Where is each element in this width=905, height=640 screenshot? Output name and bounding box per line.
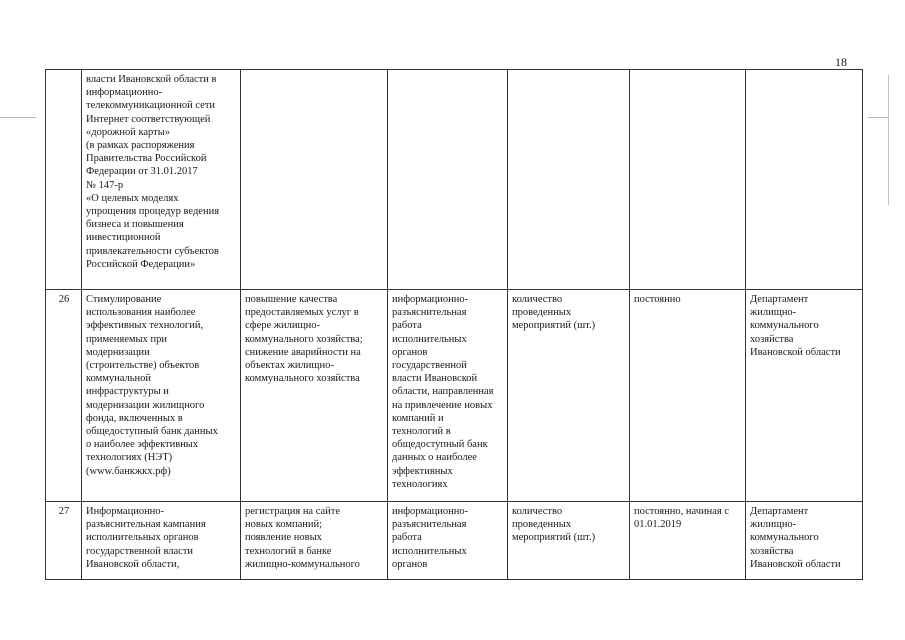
action-text-line: общедоступный банк bbox=[392, 439, 488, 451]
action-text-line: власти Ивановской bbox=[392, 373, 478, 385]
scan-mark-edge bbox=[888, 75, 889, 205]
result-text-line: новых компаний; bbox=[245, 519, 323, 531]
action-cell bbox=[388, 290, 508, 502]
measure-text-line: (www.банкжкх.рф) bbox=[86, 465, 171, 477]
action-text-line: информационно- bbox=[392, 294, 469, 305]
measure-text-line: использования наиболее bbox=[86, 307, 196, 319]
result-text-line: появление новых bbox=[245, 532, 322, 544]
measure-text-line: (строительстве) объектов bbox=[86, 360, 200, 372]
deadline-cell bbox=[630, 290, 746, 502]
measure-text-line: Федерации от 31.01.2017 bbox=[86, 166, 198, 178]
action-text-line: разъяснительная bbox=[392, 519, 467, 531]
measure-text-line: информационно- bbox=[86, 87, 163, 99]
measure-text-line: общедоступный банк данных bbox=[86, 426, 218, 438]
result-cell bbox=[241, 502, 388, 580]
measure-text-line: модернизации bbox=[86, 346, 150, 358]
responsible-text-line: коммунального bbox=[750, 532, 819, 544]
action-cell bbox=[388, 502, 508, 580]
measure-text-line: инфраструктуры и bbox=[86, 386, 169, 398]
indicator-text-line: мероприятий (шт.) bbox=[512, 320, 596, 332]
action-text-line: данных о наиболее bbox=[392, 452, 477, 464]
result-cell bbox=[241, 70, 388, 290]
result-text-line: снижение аварийности на bbox=[245, 346, 361, 358]
measure-text-line: № 147-р bbox=[86, 179, 124, 191]
action-text-line: органов bbox=[392, 558, 428, 570]
responsible-cell bbox=[746, 502, 863, 580]
indicator-text-line: проведенных bbox=[512, 307, 572, 319]
row-number: 26 bbox=[46, 290, 82, 502]
measure-text-line: технологиях (НЭТ) bbox=[86, 452, 173, 464]
result-text-line: повышение качества bbox=[245, 294, 338, 305]
measure-text-line: коммунальной bbox=[86, 373, 152, 385]
measure-text-line: «О целевых моделях bbox=[86, 192, 179, 204]
action-text-line: технологий в bbox=[392, 426, 451, 438]
indicator-cell bbox=[508, 290, 630, 502]
measure-text-line: государственной власти bbox=[86, 545, 194, 557]
deadline-text-line: постоянно, начиная с bbox=[634, 506, 730, 517]
measure-text-line: Интернет соответствующей bbox=[86, 113, 211, 125]
measure-text-line: упрощения процедур ведения bbox=[86, 206, 220, 218]
action-cell bbox=[388, 70, 508, 290]
action-text-line: исполнительных bbox=[392, 545, 467, 557]
action-text-line: государственной bbox=[392, 360, 467, 372]
responsible-text-line: жилищно- bbox=[750, 519, 797, 531]
action-text-line: области, направленная bbox=[392, 386, 494, 398]
measure-text-line: телекоммуникационной сети bbox=[86, 100, 216, 112]
action-text-line: эффективных bbox=[392, 465, 453, 477]
responsible-text-line: жилищно- bbox=[750, 307, 797, 319]
responsible-text-line: коммунального bbox=[750, 320, 819, 332]
deadline-text-line: постоянно bbox=[634, 294, 681, 305]
responsible-text-line: Департамент bbox=[750, 294, 809, 305]
responsible-text-line: Ивановской области bbox=[750, 558, 841, 570]
row-number bbox=[46, 70, 82, 290]
action-text-line: информационно- bbox=[392, 506, 469, 517]
responsible-cell bbox=[746, 290, 863, 502]
deadline-text-line: 01.01.2019 bbox=[634, 519, 682, 531]
measure-text-line: Российской Федерации» bbox=[86, 258, 196, 270]
measure-text-line: Информационно- bbox=[86, 506, 165, 517]
measure-text-line: инвестиционной bbox=[86, 232, 161, 244]
deadline-cell bbox=[630, 70, 746, 290]
indicator-text-line: мероприятий (шт.) bbox=[512, 532, 596, 544]
measure-text-line: эффективных технологий, bbox=[86, 320, 204, 332]
result-text-line: технологий в банке bbox=[245, 545, 332, 557]
measure-text-line: «дорожной карты» bbox=[86, 126, 171, 138]
action-text-line: органов bbox=[392, 346, 428, 358]
result-text-line: коммунального хозяйства; bbox=[245, 333, 363, 345]
measure-text-line: Ивановской области, bbox=[86, 558, 180, 570]
action-text-line: работа bbox=[392, 320, 422, 332]
table-row bbox=[46, 502, 863, 580]
measure-text-line: модернизации жилищного bbox=[86, 399, 205, 411]
result-text-line: объектах жилищно- bbox=[245, 360, 334, 372]
responsible-text-line: хозяйства bbox=[750, 333, 794, 345]
action-text-line: работа bbox=[392, 532, 422, 544]
result-cell bbox=[241, 290, 388, 502]
action-text-line: технологиях bbox=[392, 478, 448, 490]
measure-cell bbox=[82, 502, 241, 580]
scan-mark-right bbox=[868, 117, 888, 118]
responsible-text-line: Департамент bbox=[750, 506, 809, 517]
result-text-line: коммунального хозяйства bbox=[245, 373, 360, 385]
measure-text-line: власти Ивановской области в bbox=[86, 74, 217, 85]
measure-text-line: (в рамках распоряжения bbox=[86, 140, 195, 152]
measure-text-line: исполнительных органов bbox=[86, 532, 199, 544]
indicator-text-line: проведенных bbox=[512, 519, 572, 531]
measures-table bbox=[45, 69, 863, 580]
measure-text-line: фонда, включенных в bbox=[86, 412, 183, 424]
measure-text-line: Правительства Российской bbox=[86, 153, 207, 165]
measure-text-line: бизнеса и повышения bbox=[86, 219, 184, 231]
table-row bbox=[46, 70, 863, 290]
responsible-text-line: Ивановской области bbox=[750, 346, 841, 358]
result-text-line: регистрация на сайте bbox=[245, 506, 341, 517]
scan-mark-left bbox=[0, 117, 36, 118]
result-text-line: сфере жилищно- bbox=[245, 320, 320, 332]
row-number: 27 bbox=[46, 502, 82, 580]
page-number: 18 bbox=[835, 55, 847, 69]
indicator-text-line: количество bbox=[512, 506, 563, 517]
measure-text-line: Стимулирование bbox=[86, 294, 162, 305]
action-text-line: разъяснительная bbox=[392, 307, 467, 319]
measure-text-line: разъяснительная кампания bbox=[86, 519, 206, 531]
action-text-line: исполнительных bbox=[392, 333, 467, 345]
measure-text-line: о наиболее эффективных bbox=[86, 439, 199, 451]
action-text-line: на привлечение новых bbox=[392, 399, 493, 411]
table-row bbox=[46, 290, 863, 502]
deadline-cell bbox=[630, 502, 746, 580]
indicator-cell bbox=[508, 502, 630, 580]
indicator-text-line: количество bbox=[512, 294, 563, 305]
action-text-line: компаний и bbox=[392, 412, 444, 424]
result-text-line: жилищно-коммунального bbox=[245, 558, 360, 570]
result-text-line: предоставляемых услуг в bbox=[245, 307, 359, 319]
indicator-cell bbox=[508, 70, 630, 290]
measure-text-line: применяемых при bbox=[86, 333, 167, 345]
measure-cell bbox=[82, 290, 241, 502]
measure-cell bbox=[82, 70, 241, 290]
responsible-cell bbox=[746, 70, 863, 290]
measure-text-line: привлекательности субъектов bbox=[86, 245, 219, 257]
responsible-text-line: хозяйства bbox=[750, 545, 794, 557]
